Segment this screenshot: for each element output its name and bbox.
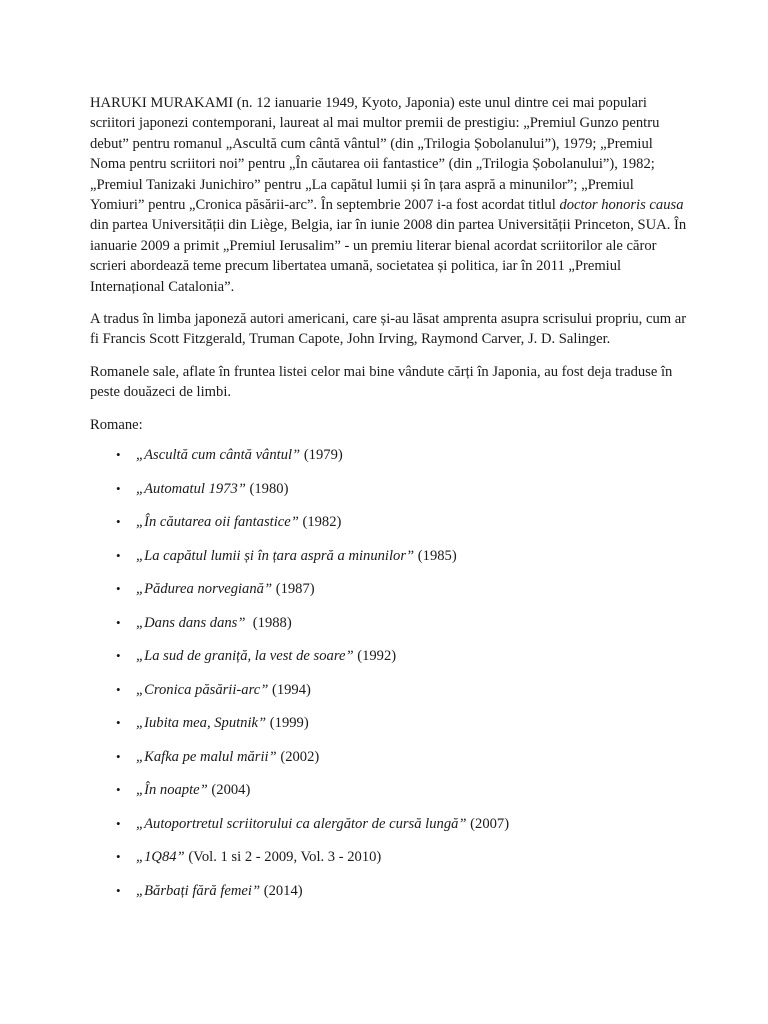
novel-year: (1992) xyxy=(353,648,397,665)
novel-year: (1982) xyxy=(298,514,342,531)
novel-year: (1988) xyxy=(245,614,292,631)
novel-title: „La capătul lumii și în țara aspră a minunilor” xyxy=(136,547,415,564)
list-item xyxy=(90,814,690,848)
list-item xyxy=(90,579,690,613)
novel-year: (2007) xyxy=(466,815,510,832)
list-item xyxy=(90,881,690,915)
novel-title: „În căutarea oii fantastice” xyxy=(136,514,299,531)
novel-title: „Pădurea norvegiană” xyxy=(136,581,273,598)
novel-title: „În noapte” xyxy=(136,782,208,799)
novel-title: „Autoportretul scriitorului ca alergător de cursă lungă” xyxy=(136,815,467,832)
list-item xyxy=(90,512,690,546)
list-item xyxy=(90,546,690,580)
novel-year: (2002) xyxy=(276,748,320,765)
novels-heading: Romane: xyxy=(90,416,143,433)
list-item xyxy=(90,445,690,479)
list-item xyxy=(90,646,690,680)
bullet-icon: • xyxy=(116,715,121,731)
list-item xyxy=(90,713,690,747)
novel-year: (2014) xyxy=(260,882,303,899)
translations-paragraph: A tradus în limba japoneză autori americani, care și-au lăsat amprenta asupra scrisului propriu, cum ar fi Francis Scott Fitzgerald, Truman Capote, John Irving, Raymond Carver, J. D. Salinger. xyxy=(90,311,687,348)
novel-title: „Dans dans dans” xyxy=(136,614,246,631)
novels-list xyxy=(90,445,690,914)
biography-text-end: din partea Universității din Liège, Belgia, iar în iunie 2008 din partea Universității Princeton, SUA. În ianuarie 2009 a primit „Premiul Ierusalim” - un premiu literar bienal acordat scriitorilor ale căror scrieri abordează teme precum libertatea umană, societatea și politica, iar în 2011 „Premiul Internațional Catalonia”. xyxy=(90,217,687,295)
list-item xyxy=(90,613,690,647)
novel-year: (1985) xyxy=(414,547,457,564)
novels-translated-paragraph: Romanele sale, aflate în fruntea listei celor mai bine vândute cărți în Japonia, au fost deja traduse în peste douăzeci de limbi. xyxy=(90,363,673,401)
novel-title: „Automatul 1973” xyxy=(136,480,246,497)
bullet-icon: • xyxy=(116,849,121,865)
bullet-icon: • xyxy=(116,748,121,764)
novel-title: „Iubita mea, Sputnik” xyxy=(136,715,267,732)
bullet-icon: • xyxy=(116,480,121,496)
novel-year: (Vol. 1 si 2 - 2009, Vol. 3 - 2010) xyxy=(184,849,382,866)
bullet-icon: • xyxy=(116,581,121,597)
bullet-icon: • xyxy=(116,648,121,664)
novel-title: „Cronica păsării-arc” xyxy=(136,681,269,698)
novel-year: (1987) xyxy=(272,581,315,598)
novel-title: „Kafka pe malul mării” xyxy=(136,748,277,765)
bullet-icon: • xyxy=(116,681,121,697)
novel-year: (1999) xyxy=(266,715,309,732)
novel-title: „La sud de graniță, la vest de soare” xyxy=(136,648,354,665)
list-item xyxy=(90,479,690,513)
biography-text-start: HARUKI MURAKAMI (n. 12 ianuarie 1949, Kyoto, Japonia) este unul dintre cei mai populari scriitori japonezi contemporani, laureat al mai multor premii de prestigiu: „Premiul Gunzo pentru debut” pentru romanul „Ascultă cum cântă vântul” (din „Trilogia Șobolanului”), 1979; „Premiul Noma pentru scriitori noi” pentru „În căutarea oii fantastice” (din „Trilogia Șobolanului”), 1982; „Premiul Tanizaki Junichiro” pentru „La capătul lumii și în țara aspră a minunilor”; „Premiul Yomiuri” pentru „Cronica păsării-arc”. În septembrie 2007 i-a fost acordat titlul xyxy=(90,95,660,214)
bullet-icon: • xyxy=(116,815,121,831)
list-item xyxy=(90,780,690,814)
bullet-icon: • xyxy=(116,882,121,898)
bullet-icon: • xyxy=(116,547,121,563)
novel-title: „1Q84” xyxy=(136,849,185,866)
document-page xyxy=(90,93,690,914)
novel-year: (1994) xyxy=(268,681,311,698)
novel-title: „Bărbați fără femei” xyxy=(136,882,261,899)
bullet-icon: • xyxy=(116,614,121,630)
list-item xyxy=(90,747,690,781)
list-item xyxy=(90,847,690,881)
bullet-icon: • xyxy=(116,447,121,463)
biography-paragraph xyxy=(90,93,690,297)
novel-year: (1980) xyxy=(245,480,289,497)
bullet-icon: • xyxy=(116,782,121,798)
bullet-icon: • xyxy=(116,514,121,530)
honoris-causa-italic: doctor honoris causa xyxy=(559,197,684,214)
novel-year: (2004) xyxy=(207,782,251,799)
novel-year: (1979) xyxy=(300,447,343,464)
list-item xyxy=(90,680,690,714)
novel-title: „Ascultă cum cântă vântul” xyxy=(136,447,301,464)
